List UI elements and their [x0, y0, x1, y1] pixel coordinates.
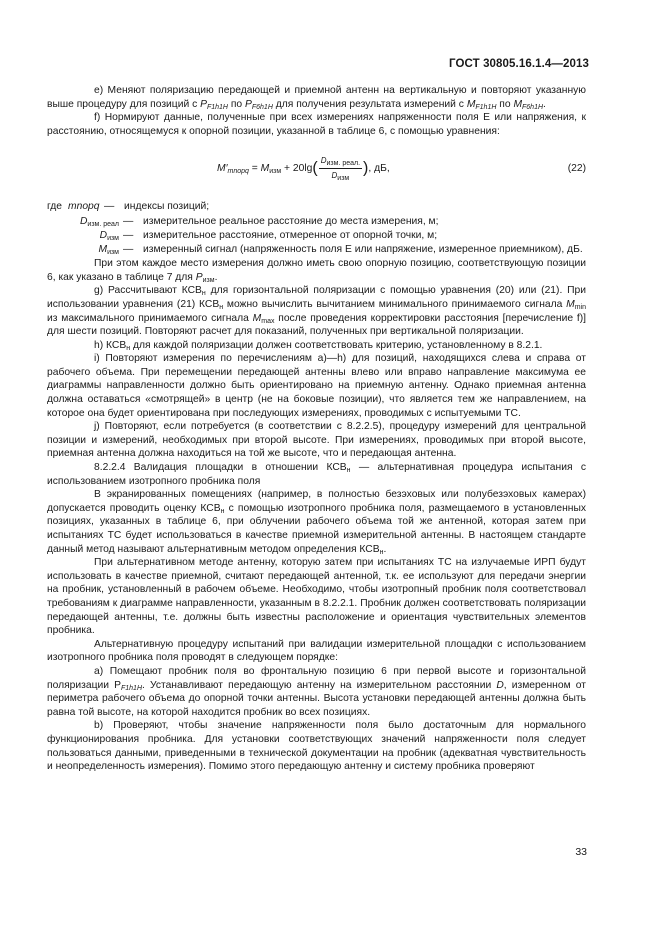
paragraph-reference-position: При этом каждое место измерения должно иметь свою опорную позицию, соответствующую позиции 6, как указано в таблице 7 для $P_{изм}$. — [47, 258, 586, 284]
paragraph-b: b) Проверяют, чтобы значение напряженности поля было достаточным для нормального функционирования пробника. Для установки соответствующих значений напряженности поля следует пользоваться данными, приведенными в технической документации на пробник (адекватная чувствительность и неопределенность измерения). Помимо этого передающую антенну и систему пробника проверяют — [47, 720, 586, 773]
paragraph-i: i) Повторяют измерения по перечислениям а)—h) для позиций, находящихся слева и справа от рабочего объема. При перемещении передающей антенны влево или вправо направление максимума ее диаграммы направленности должно быть ориентировано на приемную антенну. Однако приемная антенна должна оставаться «смотрящей» в центр (не на боковые позиции), что является тем же направлением, на которое она будет ориентирована при последующих измерениях, проводимых с испытуемыми ТС. — [47, 353, 586, 419]
definition-item: $D_{изм. реал}$ — измерительное реальное расстояние до места измерения, м; — [79, 215, 439, 228]
definition-item: $D_{изм}$ — измерительное расстояние, отмеренное от опорной точки, м; — [99, 229, 438, 242]
page-header: ГОСТ 30805.16.1.4—2013 — [449, 58, 589, 70]
page-body — [47, 84, 586, 774]
paragraph-j: j) Повторяют, если потребуется (в соответствии с 8.2.2.5), процедуру измерений для центральной позиции и измерений, необходимых при второй высоте. При измерениях, проводимых при второй высоте, приемная антенна должна находиться на той же высоте, что и передающая антенна. — [47, 421, 586, 460]
paragraph-g: g) Рассчитывают $КСВ_н$ для горизонтальной поляризации с помощью уравнения (20) или (21). При использовании уравнения (21) $КСВ_н$ можно вычислить вычитанием минимального принимаемого сигнала $M_{min}$ из максимального принимаемого сигнала $M_{max}$ после проведения корректировки расстояния [перечисление f)] для шести позиций. Повторяют расчет для показаний, полученных при вертикальной поляризации. — [47, 285, 586, 338]
paragraph-procedure-order: Альтернативную процедуру испытаний при валидации измерительной площадки с использованием изотропного пробника поля проводят в следующем порядке: — [47, 638, 586, 664]
definition-item: где mnopq — индексы позиций; — [47, 201, 210, 213]
equation-number: (22) — [567, 163, 586, 175]
paragraph-alternative-method: При альтернативном методе антенну, которую затем при испытаниях ТС на излучаемые ИРП будут использовать в качестве приемной, считают передающей антенной, т.к. ее используют для передачи энергии на пробник, установленный в рабочем объеме. Необходимо, чтобы изотропный пробник поля соответствовал требованиям к диаграмме направленности, указанным в 8.2.2.1. Пробник должен соответствовать поляризации передающей антенны, т.е. должны быть известны расположение и ориентация чувствительных элементов пробника. — [47, 557, 586, 637]
definitions-list — [47, 200, 586, 257]
section-8-2-2-4-heading: 8.2.2.4 Валидация площадки в отношении $КСВ_н$ — альтернативная процедура испытания с использованием изотропного пробника поля — [47, 462, 586, 487]
paragraph-screened-rooms: В экранированных помещениях (например, в полностью безэховых или полубезэховых камерах) допускается проводить оценку $КСВ_н$ с помощью изотропного пробника поля, размещаемого в установленных позициях, указанных в таблице 6, при облучении рабочего объема той же антенной, которая затем при испытаниях ТС будет использоваться в качестве приемной измерительной антенны. В настоящем стандарте данный метод называют альтернативным методом определения $КСВ_н$. — [47, 489, 587, 556]
paragraph-a: а) Помещают пробник поля во фронтальную позицию 6 при первой высоте и горизонтальной поляризации $P_{F1h1H}$. Устанавливают передающую антенну на измерительном расстоянии D, измеренном от периметра рабочего объема до опорной точки антенны. Высота установки передающей антенны должна быть равна той высоте, на которой находится пробник во всех позициях. — [47, 665, 586, 718]
equation-formula: $M'_{mnopq} = M_{изм} + 20\lg$( $\frac{D_{изм. реал.}}{D_{изм}}$ ), дБ, — [217, 156, 390, 182]
equation-fraction: $\frac{D_{изм. реал.}}{D_{изм}}$ — [320, 156, 361, 182]
definition-item: $M_{изм}$ — измеренный сигнал (напряженность поля E или напряжение, измеренное приемником), дБ. — [98, 243, 583, 256]
paragraph-h: h) $КСВ_н$ для каждой поляризации должен соответствовать критерию, установленному в 8.2.1. — [94, 339, 543, 352]
equation-22 — [47, 142, 586, 198]
paragraph-e: е) Меняют поляризацию передающей и приемной антенн на вертикальную и повторяют указанную выше процедуру для позиций с $P_{F1h1H}$ по $P_{F6h1H}$ для получения результата измерений с $M_{F1h1H}$ по $M_{F6h1H}$. — [47, 85, 586, 111]
page-number: 33 — [575, 846, 587, 858]
paragraph-f: f) Нормируют данные, полученные при всех измерениях напряженности поля E или напряжения, к расстоянию, относящемуся к опорной позиции, указанной в таблице 6, с помощью уравнения: — [47, 112, 586, 137]
